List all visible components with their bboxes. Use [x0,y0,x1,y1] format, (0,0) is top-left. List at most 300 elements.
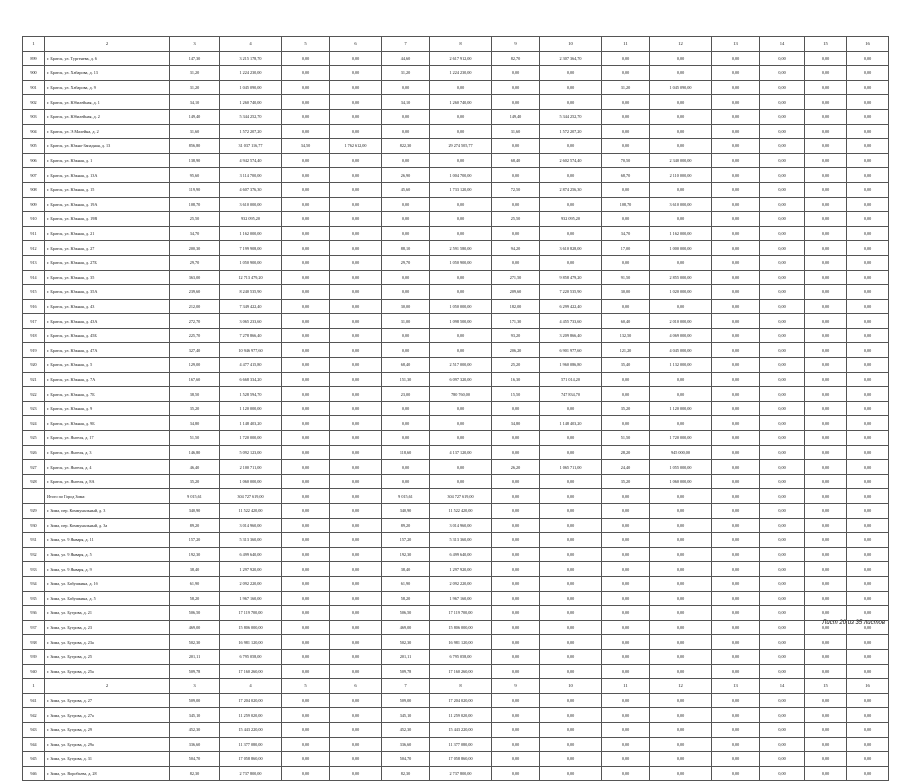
table-cell: 1 055 000,00 [650,460,712,475]
table-cell: 0,00 [847,343,889,358]
table-cell: 157,20 [382,533,430,548]
table-cell: 0,00 [282,635,330,650]
table-cell: 2 874 256,30 [540,182,602,197]
table-cell: 0,00 [382,416,430,431]
table-cell: 0,00 [602,562,650,577]
table-cell: 0,00 [712,226,760,241]
table-cell: 0,00 [330,416,382,431]
table-cell: 0,00 [540,80,602,95]
table-cell: 0,00 [330,197,382,212]
address-cell: г. Братск, ул. Южная, д. 35 [45,270,170,285]
table-cell: 0,00 [847,693,889,708]
table-cell: 149,40 [492,109,540,124]
table-cell: 0,00 [492,737,540,752]
table-cell: 0,00 [805,708,847,723]
table-cell: 9 858 479,20 [540,270,602,285]
table-cell: 16 981 120,00 [220,635,282,650]
address-cell: г. Братск, ул. Южная, д. 9Б [45,416,170,431]
table-cell: 940 [23,664,45,679]
table-cell: 0,00 [760,80,805,95]
table-cell: 0,00 [602,489,650,504]
table-cell: 0,00 [805,372,847,387]
address-cell: г. Братск, ул. Южная, д. 47А [45,343,170,358]
table-cell: 0,00 [805,197,847,212]
table-cell: 506,50 [170,606,220,621]
table-cell: 905 [23,139,45,154]
address-cell: г. Зима, пер. Коммунальный, д. 3а [45,518,170,533]
address-cell: г. Братск, ул. Южная, д. 1 [45,153,170,168]
table-cell: 0,00 [330,328,382,343]
table-cell: 0,00 [805,328,847,343]
table-cell: 0,00 [712,752,760,767]
table-cell: 16,30 [492,372,540,387]
table-cell: 0,00 [282,387,330,402]
table-cell: 0,00 [282,343,330,358]
table-cell: 932 [23,547,45,562]
table-cell: 916 [23,299,45,314]
table-cell: 89,20 [170,518,220,533]
table-cell: 0,00 [805,562,847,577]
table-row [23,343,889,358]
table-cell: 0,00 [847,270,889,285]
address-cell: г. Братск, ул. Южная, д. 13А [45,168,170,183]
table-cell: 4 607 376,30 [220,182,282,197]
table-cell: 1 060 000,00 [220,474,282,489]
table-cell: 0,00 [805,591,847,606]
table-cell: 0,00 [382,109,430,124]
table-cell: 0,00 [712,620,760,635]
table-cell: 0,00 [282,533,330,548]
table-cell: 0,00 [712,95,760,110]
table-cell: 0,00 [492,708,540,723]
table-cell: 452,30 [170,722,220,737]
table-cell: 904 [23,124,45,139]
table-cell: 0,00 [430,153,492,168]
table-cell: 0,00 [760,139,805,154]
table-cell: 6 299 422,40 [540,299,602,314]
table-cell: 0,00 [712,474,760,489]
address-cell: г. Братск, ул. Янгеля, д. 17 [45,431,170,446]
table-cell: 1 720 000,00 [650,431,712,446]
table-cell: 0,00 [712,504,760,519]
table-cell: 31,20 [602,80,650,95]
table-cell: 1 045 090,00 [650,80,712,95]
table-cell: 0,00 [805,314,847,329]
table-cell: 17 204 020,00 [220,693,282,708]
table-row [23,620,889,635]
address-cell: г. Зима, ул. Бугрова, д. 31 [45,752,170,767]
table-cell: 0,00 [492,401,540,416]
table-cell: 4 137 120,00 [430,445,492,460]
table-cell: 0,00 [540,766,602,781]
table-cell: 0,00 [330,270,382,285]
table-cell: 28,20 [602,445,650,460]
table-cell: 0,00 [650,547,712,562]
table-cell: 17 058 860,00 [220,752,282,767]
table-cell: 327,40 [170,343,220,358]
table-cell: 509,78 [382,664,430,679]
table-cell: 0,00 [540,635,602,650]
table-cell: 0,00 [760,285,805,300]
table-cell: 0,00 [712,139,760,154]
table-cell: 25,50 [492,212,540,227]
table-cell: 0,00 [760,124,805,139]
table-cell: 856,80 [170,139,220,154]
table-cell: 906 [23,153,45,168]
table-row [23,401,889,416]
table-cell: 0,00 [330,576,382,591]
address-cell: г. Братск, ул. Южная, д. 43А [45,314,170,329]
table-cell: 0,00 [712,285,760,300]
table-cell: 29,70 [170,255,220,270]
table-cell: 1 065 711,00 [540,460,602,475]
table-cell: 0,00 [847,95,889,110]
table-cell: 0,00 [805,474,847,489]
table-cell: 30,00 [382,299,430,314]
table-cell: 9 015,61 [170,489,220,504]
table-cell: 0,00 [492,445,540,460]
table-cell: 0,00 [282,168,330,183]
table-cell: 0,00 [382,124,430,139]
table-cell: 0,00 [492,576,540,591]
table-cell: 0,00 [847,139,889,154]
table-cell: 0,00 [760,474,805,489]
table-cell: 1 572 207,20 [220,124,282,139]
address-cell: г. Братск, ул. Хабарова, д. 9 [45,80,170,95]
table-cell: 0,00 [330,737,382,752]
column-number: 5 [282,37,330,52]
table-cell: 0,00 [805,270,847,285]
table-cell: 0,00 [805,489,847,504]
table-cell: 0,00 [282,606,330,621]
table-cell: 0,00 [712,722,760,737]
table-cell: 926 [23,445,45,460]
table-cell: 0,00 [540,591,602,606]
table-cell: 0,00 [492,693,540,708]
table-cell: 11 259 020,00 [220,708,282,723]
table-cell: 0,00 [382,401,430,416]
table-cell: 1 045 090,00 [220,80,282,95]
table-cell: 0,00 [805,124,847,139]
table-cell: 3 014 960,00 [430,518,492,533]
table-cell: 10 946 977,60 [220,343,282,358]
table-cell: 918 [23,328,45,343]
table-cell: 0,00 [712,343,760,358]
table-cell: 929 [23,504,45,519]
table-cell: 0,00 [282,693,330,708]
table-cell: 943 [23,722,45,737]
table-cell: 1 120 000,00 [650,401,712,416]
column-number: 13 [712,679,760,694]
table-cell: 0,00 [602,518,650,533]
table-cell: 0,00 [492,649,540,664]
table-cell: 0,00 [712,489,760,504]
table-cell: 0,00 [540,197,602,212]
table-cell: 0,00 [760,518,805,533]
table-cell: 0,00 [650,708,712,723]
table-cell: 89,20 [382,518,430,533]
table-cell: 0,00 [650,737,712,752]
table-cell: 0,00 [330,226,382,241]
table-cell: 0,00 [760,182,805,197]
table-row [23,518,889,533]
table-cell: 0,00 [805,518,847,533]
table-cell: 0,00 [602,533,650,548]
table-cell: 0,00 [805,66,847,81]
table-cell: 0,00 [712,533,760,548]
table-cell: 0,00 [282,489,330,504]
table-cell: 0,00 [847,591,889,606]
table-cell: 0,00 [492,766,540,781]
table-cell: 58,20 [170,591,220,606]
table-cell: 930 [23,518,45,533]
address-cell: г. Братск, ул. Тургенева, д. 6 [45,51,170,66]
table-cell: 3 610 000,00 [220,197,282,212]
table-cell: 0,00 [430,197,492,212]
table-cell: 1 004 700,00 [430,168,492,183]
table-cell: 1 050 000,00 [430,299,492,314]
address-cell: г. Зима, пер. Коммунальный, д. 3 [45,504,170,519]
table-cell: 0,00 [540,606,602,621]
table-cell: 17 119 700,00 [220,606,282,621]
table-row [23,285,889,300]
table-cell: 0,00 [540,693,602,708]
table-cell: 919 [23,343,45,358]
table-cell: 0,00 [650,766,712,781]
table-cell: 1 162 000,00 [650,226,712,241]
table-cell: 0,00 [602,693,650,708]
table-cell: 902 [23,95,45,110]
address-cell: г. Братск, ул. Юбилейная, д. 1 [45,95,170,110]
table-cell: 0,00 [847,197,889,212]
table-cell: 0,00 [650,591,712,606]
table-row [23,664,889,679]
table-cell: 0,00 [382,80,430,95]
table-cell: 0,00 [712,314,760,329]
table-cell: 0,00 [760,722,805,737]
column-number: 8 [430,679,492,694]
column-number: 6 [330,679,382,694]
table-cell: 1 733 120,00 [430,182,492,197]
table-cell: 0,00 [847,722,889,737]
table-cell: 0,00 [847,562,889,577]
table-cell: 0,00 [650,124,712,139]
table-cell: 0,00 [712,212,760,227]
table-cell: 0,00 [847,518,889,533]
table-cell: 0,00 [282,547,330,562]
table-cell: 0,00 [540,722,602,737]
table-cell: 0,00 [712,445,760,460]
table-cell: 146,80 [170,445,220,460]
address-cell: г. Зима, ул. Воробьева, д. 28 [45,766,170,781]
table-cell: 509,78 [170,664,220,679]
table-cell: 38,50 [170,387,220,402]
table-cell: 0,00 [540,226,602,241]
table-cell: 0,00 [805,109,847,124]
table-cell: 0,00 [847,299,889,314]
column-number-row [23,679,889,694]
table-cell: 0,00 [282,504,330,519]
table-cell: 0,00 [805,416,847,431]
table-cell: 0,00 [492,255,540,270]
address-cell: г. Братск, ул. Янгеля, д. 3 [45,445,170,460]
table-cell: 0,00 [847,752,889,767]
table-cell: 0,00 [330,343,382,358]
table-cell: 108,70 [170,197,220,212]
table-cell: 0,00 [330,401,382,416]
table-cell: 0,00 [330,693,382,708]
table-cell: 0,00 [330,518,382,533]
table-cell: 0,00 [760,343,805,358]
table-cell: 7 220 535,90 [540,285,602,300]
table-cell: 0,00 [492,606,540,621]
table-cell: 0,00 [282,708,330,723]
table-cell: 151,30 [382,372,430,387]
table-cell: 35,20 [602,474,650,489]
column-number: 10 [540,37,602,52]
table-cell: 0,00 [492,80,540,95]
table-cell: 0,00 [805,693,847,708]
table-cell: 901 [23,80,45,95]
table-cell: 0,00 [760,635,805,650]
table-cell: 0,00 [602,182,650,197]
table-cell: 0,00 [760,460,805,475]
table-cell: 0,00 [540,139,602,154]
table-cell: 0,00 [282,95,330,110]
table-cell: 0,00 [492,635,540,650]
table-cell: 0,00 [847,445,889,460]
table-cell: 0,00 [760,752,805,767]
table-cell: 0,00 [330,722,382,737]
table-cell: 15 443 220,00 [220,722,282,737]
table-cell: 0,00 [805,664,847,679]
table-cell: 0,00 [650,576,712,591]
table-cell: 34,70 [170,226,220,241]
table-cell: 0,00 [712,109,760,124]
table-cell: 0,00 [712,401,760,416]
table-cell: 0,00 [282,299,330,314]
table-cell: 171,30 [492,314,540,329]
table-cell: 0,00 [282,66,330,81]
table-cell: 0,00 [330,372,382,387]
table-cell: 1 224 230,00 [430,66,492,81]
table-cell: 0,00 [712,328,760,343]
table-cell: 0,00 [492,547,540,562]
table-cell: 504,70 [382,752,430,767]
table-cell: 0,00 [712,547,760,562]
table-cell: 928 [23,474,45,489]
table-cell: 0,00 [650,620,712,635]
table-cell: 922 [23,387,45,402]
table-cell: 0,00 [760,372,805,387]
table-cell: 0,00 [847,358,889,373]
table-cell: 0,00 [540,518,602,533]
address-cell: г. Братск, ул. Янгеля, д. 8А [45,474,170,489]
column-number: 15 [805,37,847,52]
table-cell: 0,00 [760,299,805,314]
table-cell: 0,00 [540,547,602,562]
table-cell: 31,60 [170,124,220,139]
table-cell: 0,00 [282,766,330,781]
table-cell: 225,70 [170,328,220,343]
table-cell: 0,00 [847,664,889,679]
table-cell: 0,00 [847,504,889,519]
table-cell: 934 [23,576,45,591]
table-cell: 304 727 619,00 [220,489,282,504]
address-cell: г. Братск, ул. Э.Малейна, д. 2 [45,124,170,139]
table-cell: 93,20 [492,328,540,343]
column-number-row [23,37,889,52]
table-cell: 0,00 [330,168,382,183]
table-cell: 0,00 [847,372,889,387]
table-cell: 0,00 [847,241,889,256]
table-cell: 0,00 [430,343,492,358]
table-cell: 108,70 [602,197,650,212]
table-row [23,752,889,767]
address-cell: г. Братск, ул. Южная, д. 7Б [45,387,170,402]
table-cell: 15 443 220,00 [430,722,492,737]
table-cell: 0,00 [540,562,602,577]
address-cell: г. Зима, ул. Бабушкина, д. 1б [45,576,170,591]
table-cell: 2 517 000,00 [430,358,492,373]
table-cell: 0,00 [330,358,382,373]
table-cell: 0,00 [602,606,650,621]
table-cell: 1 967 160,00 [220,591,282,606]
table-cell: 0,00 [430,80,492,95]
table-cell: 88,10 [382,241,430,256]
table-cell: 3 065 233,60 [220,314,282,329]
table-cell: 911 [23,226,45,241]
table-cell: 1 572 207,20 [540,124,602,139]
address-cell: г. Братск, ул. Янгеля, д. 4 [45,460,170,475]
table-cell: 0,00 [540,664,602,679]
table-cell: 0,00 [602,299,650,314]
column-number: 4 [220,679,282,694]
table-row [23,109,889,124]
table-cell: 0,00 [847,635,889,650]
table-cell: 5 313 360,00 [220,533,282,548]
table-cell: 0,00 [805,606,847,621]
table-cell: 0,00 [330,95,382,110]
table-cell: 0,00 [282,182,330,197]
table-cell: 0,00 [712,387,760,402]
table-cell: 0,00 [805,212,847,227]
table-cell: 167,60 [170,372,220,387]
table-cell: 0,00 [330,766,382,781]
table-cell: 0,00 [602,752,650,767]
table-cell: 0,00 [330,445,382,460]
table-cell: 200,30 [170,241,220,256]
table-cell: 0,00 [540,255,602,270]
table-cell: 119,90 [170,182,220,197]
column-number: 2 [45,37,170,52]
table-cell: 0,00 [492,620,540,635]
table-cell: 12 713 479,20 [220,270,282,285]
table-row [23,576,889,591]
table-cell: 927 [23,460,45,475]
table-cell: 0,00 [282,80,330,95]
table-cell: 0,00 [650,693,712,708]
table-cell: 0,00 [430,226,492,241]
table-cell: 0,00 [650,255,712,270]
table-row [23,460,889,475]
table-cell: 0,00 [760,66,805,81]
table-cell: 502,30 [382,635,430,650]
table-row [23,766,889,781]
table-cell: 0,00 [492,518,540,533]
table-cell: 46,40 [170,460,220,475]
table-cell: 0,00 [330,620,382,635]
